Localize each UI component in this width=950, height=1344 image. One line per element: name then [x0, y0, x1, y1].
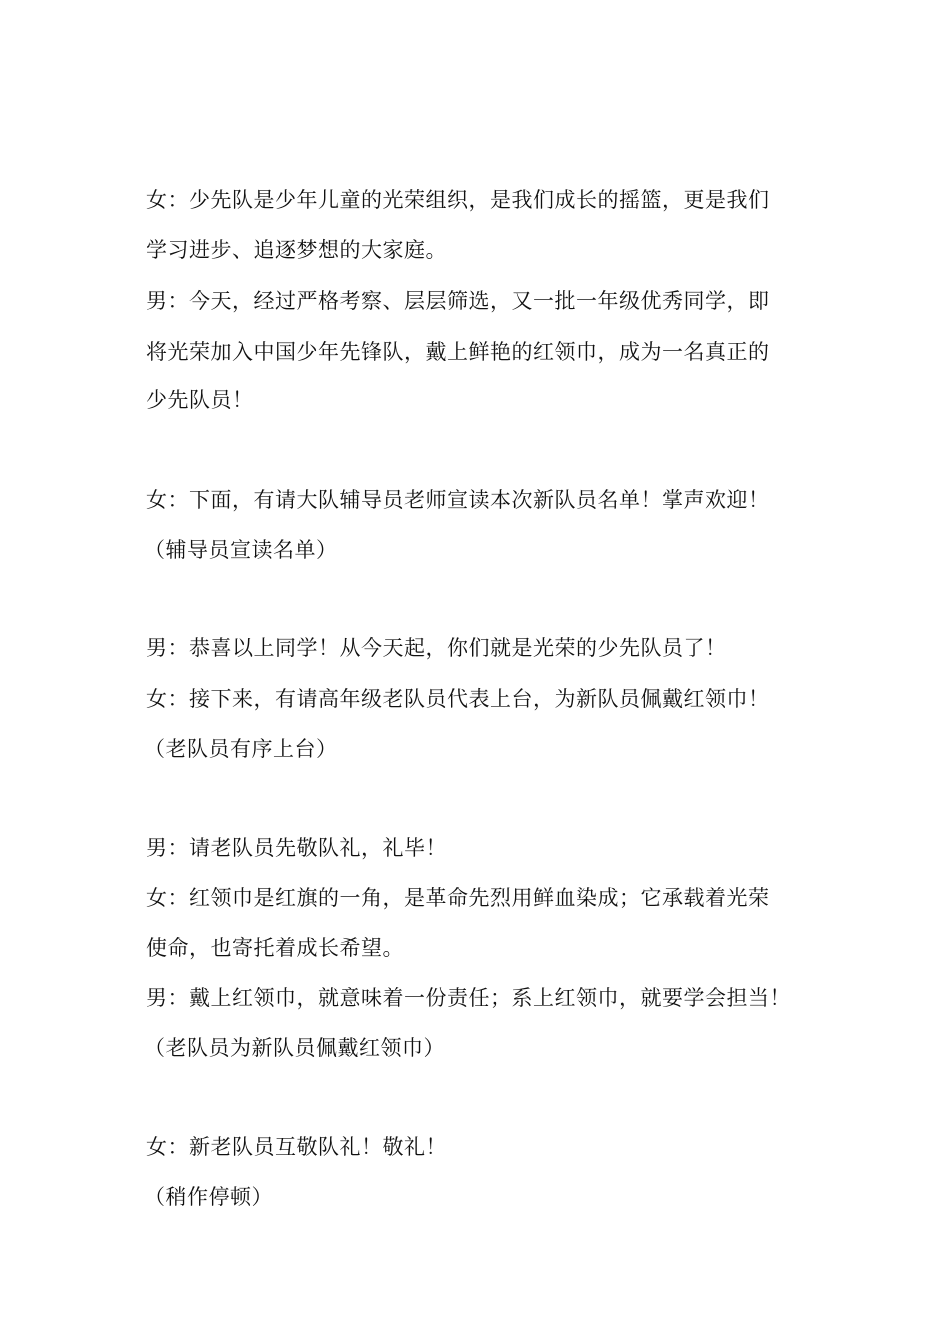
script-line: 少先队员！ — [146, 388, 254, 412]
script-line: 女：红领巾是红旗的一角，是革命先烈用鲜血染成；它承载着光荣 — [146, 886, 770, 910]
script-line: 男：戴上红领巾，就意味着一份责任；系上红领巾，就要学会担当！ — [146, 986, 791, 1010]
stage-direction: （稍作停顿） — [144, 1185, 273, 1209]
stage-direction: （老队员有序上台） — [144, 737, 338, 761]
script-line: 女：少先队是少年儿童的光荣组织，是我们成长的摇篮，更是我们 — [146, 188, 770, 212]
script-line: 使命，也寄托着成长希望。 — [146, 936, 404, 960]
script-line: 男：请老队员先敬队礼，礼毕！ — [146, 836, 447, 860]
script-line: 男：今天，经过严格考察、层层筛选，又一批一年级优秀同学，即 — [146, 289, 770, 313]
script-line: 男：恭喜以上同学！从今天起，你们就是光荣的少先队员了！ — [146, 636, 727, 660]
stage-direction: （辅导员宣读名单） — [144, 538, 338, 562]
script-line: 女：新老队员互敬队礼！敬礼！ — [146, 1135, 447, 1159]
script-line: 学习进步、追逐梦想的大家庭。 — [146, 238, 447, 262]
script-line: 女：下面，有请大队辅导员老师宣读本次新队员名单！掌声欢迎！ — [146, 488, 770, 512]
script-line: 将光荣加入中国少年先锋队，戴上鲜艳的红领巾，成为一名真正的 — [146, 340, 770, 364]
stage-direction: （老队员为新队员佩戴红领巾） — [144, 1036, 445, 1060]
script-line: 女：接下来，有请高年级老队员代表上台，为新队员佩戴红领巾！ — [146, 687, 770, 711]
